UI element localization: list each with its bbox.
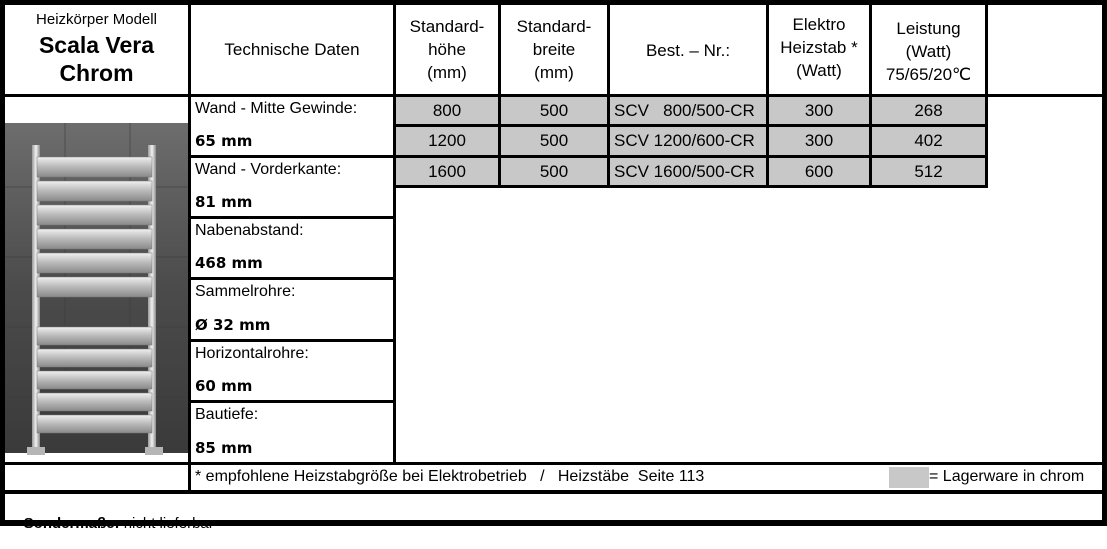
cell-width: 500 — [501, 127, 607, 155]
model-name: Scala Vera — [38, 32, 155, 58]
header-blank — [988, 5, 1102, 94]
model-finish: Chrom — [59, 60, 134, 86]
cell-electric: 300 — [769, 127, 869, 155]
stock-legend-swatch — [889, 467, 929, 488]
cell-power: 268 — [872, 97, 985, 124]
cell-electric: 600 — [769, 158, 869, 185]
spec-label: Wand - Vorderkante: — [195, 161, 342, 178]
header-electric: Elektro Heizstab * (Watt) — [769, 5, 869, 94]
stock-legend-text: = Lagerware in chrom — [929, 468, 1085, 485]
radiator-image — [5, 97, 188, 462]
cell-height: 1600 — [396, 158, 498, 185]
cell-order-no: SCV 1600/500-CR — [610, 158, 766, 185]
spec-label: Sammelrohre: — [195, 283, 296, 300]
spec-value: 85 mm — [195, 439, 253, 457]
spec-cell — [191, 97, 393, 155]
cell-power: 402 — [872, 127, 985, 155]
spec-label: Wand - Mitte Gewinde: — [195, 100, 358, 117]
header-width: Standard- breite (mm) — [501, 5, 607, 94]
cell-width: 500 — [501, 97, 607, 124]
spec-label: Bautiefe: — [195, 406, 259, 423]
cell-power: 512 — [872, 158, 985, 185]
header-technical: Technische Daten — [191, 5, 393, 94]
spec-cell — [191, 342, 393, 400]
spec-value: 60 mm — [195, 377, 253, 395]
cell-height: 800 — [396, 97, 498, 124]
special-sizes-value: nicht lieferbar — [119, 515, 214, 532]
spec-cell — [191, 158, 393, 216]
special-sizes-label: Sondermaße: — [23, 515, 120, 532]
special-sizes-row — [5, 494, 1102, 532]
cell-electric: 300 — [769, 97, 869, 124]
footnote-row — [191, 465, 1102, 490]
spec-label: Horizontalrohre: — [195, 345, 309, 362]
spec-value: 65 mm — [195, 132, 253, 150]
cell-order-no: SCV 1200/600-CR — [610, 127, 766, 155]
header-height: Standard- höhe (mm) — [396, 5, 498, 94]
spec-cell — [191, 403, 393, 462]
model-header-cell — [5, 5, 188, 94]
cell-order-no: SCV 800/500-CR — [610, 97, 766, 124]
spec-value: 468 mm — [195, 254, 263, 272]
cell-width: 500 — [501, 158, 607, 185]
spec-label: Nabenabstand: — [195, 222, 304, 239]
cell-height: 1200 — [396, 127, 498, 155]
footnote-text: * empfohlene Heizstabgröße bei Elektrobetrieb / Heizstäbe Seite 113 — [195, 468, 705, 485]
header-order-no: Best. – Nr.: — [610, 5, 766, 94]
footnote-left-blank — [5, 465, 188, 490]
spec-cell — [191, 219, 393, 277]
header-power: Leistung (Watt) 75/65/20℃ — [872, 5, 985, 94]
radiator-photo — [5, 97, 188, 462]
spec-cell — [191, 280, 393, 339]
spec-value: Ø 32 mm — [195, 316, 271, 334]
spec-value: 81 mm — [195, 193, 253, 211]
model-caption: Heizkörper Modell — [36, 11, 157, 28]
